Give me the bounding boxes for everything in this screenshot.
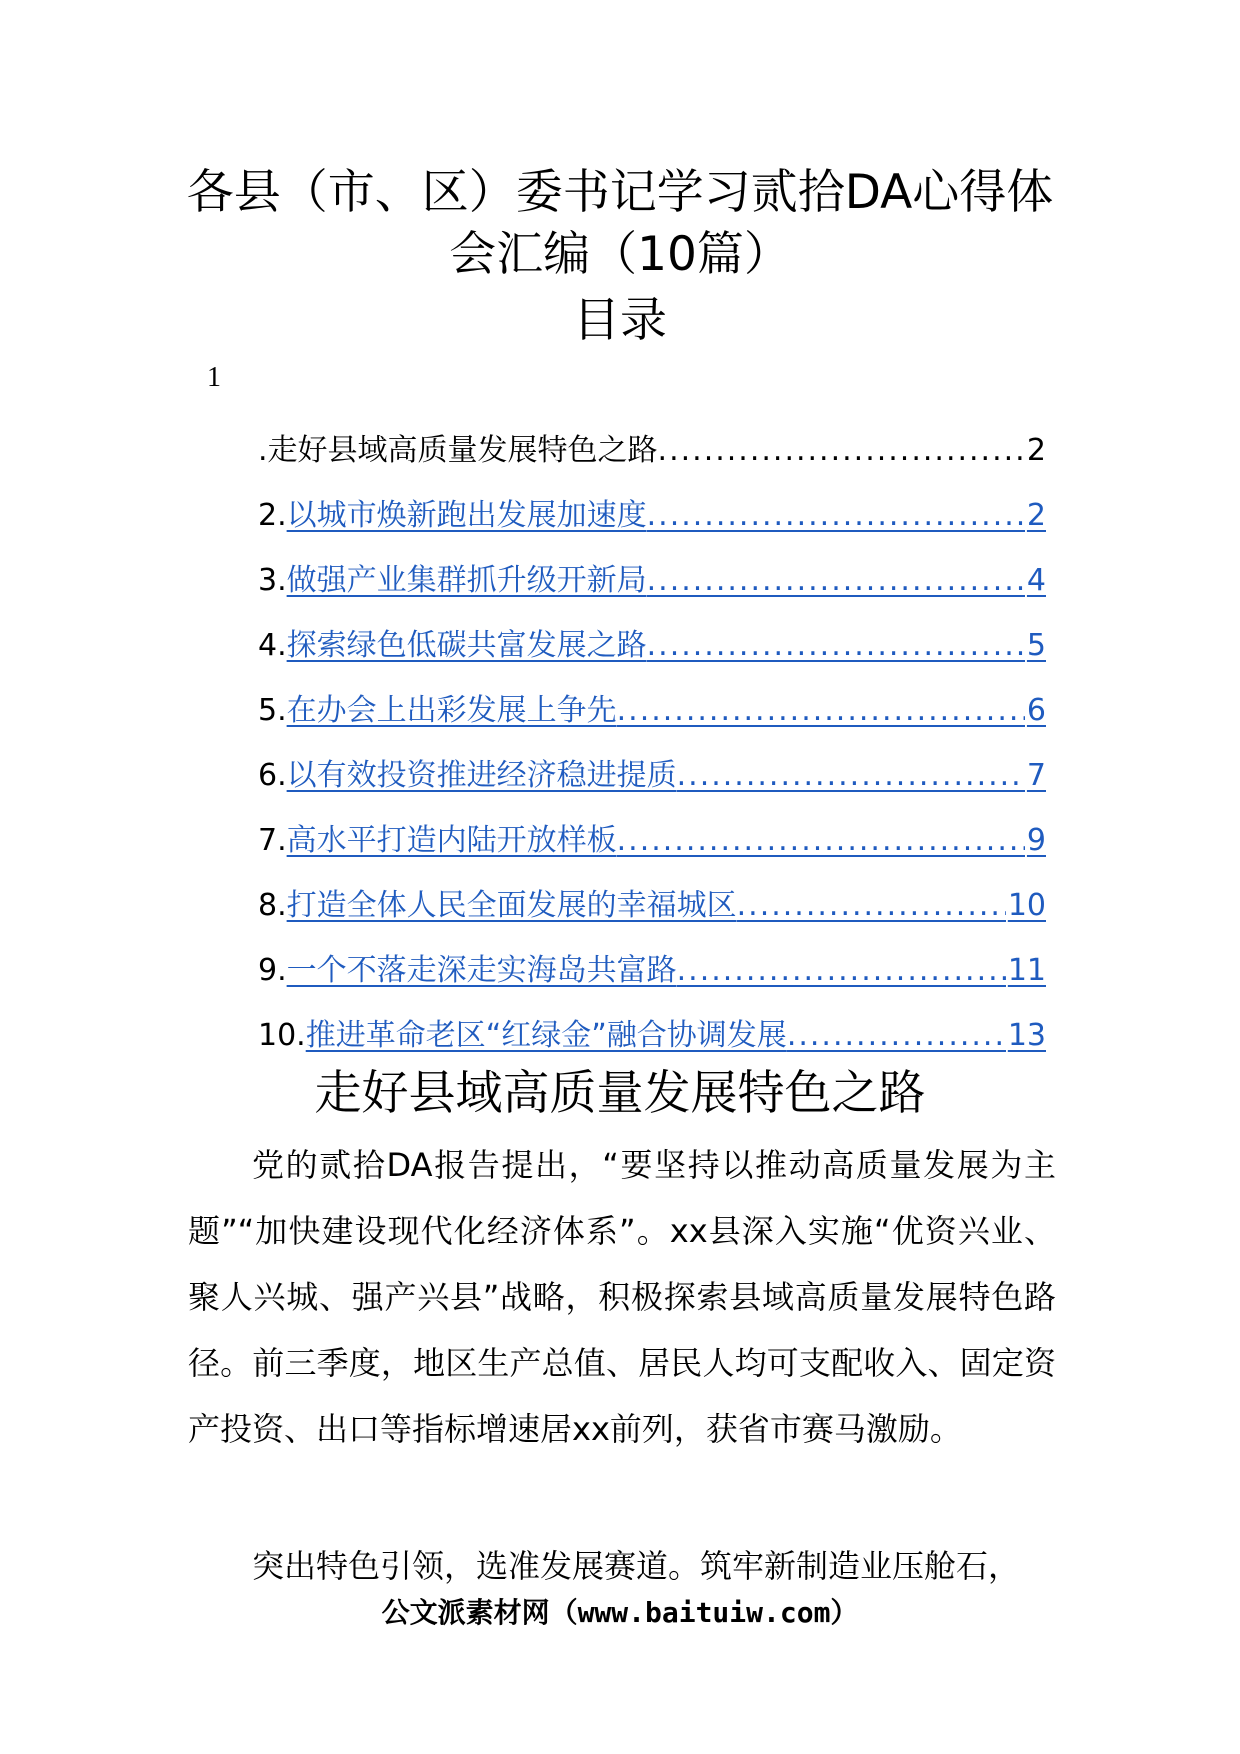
toc-page-number[interactable]: 4 xyxy=(1026,563,1046,598)
toc-link-title[interactable]: 高水平打造内陆开放样板 xyxy=(286,823,617,858)
toc-number: 8. xyxy=(258,888,287,923)
toc-page-number[interactable]: 5 xyxy=(1026,628,1046,663)
toc-entry-9[interactable] xyxy=(258,945,1046,1010)
toc-entry-2[interactable] xyxy=(258,490,1046,555)
toc-leader xyxy=(677,953,1006,988)
toc-number: 2. xyxy=(258,498,287,533)
toc-link-title[interactable]: 以城市焕新跑出发展加速度 xyxy=(286,498,647,533)
document-title-line-2: 会汇编（10篇） xyxy=(449,227,791,282)
toc-entry-4[interactable] xyxy=(258,620,1046,685)
toc-number: 10. xyxy=(258,1018,306,1053)
body-paragraph-2: 突出特色引领，选准发展赛道。筑牢新制造业压舱石， xyxy=(252,1547,1021,1585)
toc-link-title[interactable]: 做强产业集群抓升级开新局 xyxy=(286,563,647,598)
toc-page-number[interactable]: 11 xyxy=(1007,953,1046,988)
toc-leader xyxy=(617,823,1025,858)
footer-watermark: 公文派素材网（www.baituiw.com） xyxy=(381,1596,859,1629)
toc-page-number[interactable]: 13 xyxy=(1007,1018,1046,1053)
toc-number: 9. xyxy=(258,953,287,988)
toc-entry-8[interactable] xyxy=(258,880,1046,945)
toc-entry-6[interactable] xyxy=(258,750,1046,815)
section-title: 走好县域高质量发展特色之路 xyxy=(314,1066,926,1121)
toc-leader xyxy=(647,498,1025,533)
toc-number: 3. xyxy=(258,563,287,598)
toc-title: 走好县域高质量发展特色之路 xyxy=(267,433,658,468)
toc-page-number[interactable]: 7 xyxy=(1026,758,1046,793)
toc-page-number[interactable]: 10 xyxy=(1007,888,1046,923)
toc-leader xyxy=(647,563,1025,598)
table-of-contents xyxy=(258,425,1046,1075)
toc-entry-1[interactable] xyxy=(258,425,1046,490)
toc-number: 6. xyxy=(258,758,287,793)
toc-page-number[interactable]: 9 xyxy=(1026,823,1046,858)
page-marker: 1 xyxy=(207,362,221,393)
toc-link-title[interactable]: 以有效投资推进经济稳进提质 xyxy=(286,758,677,793)
toc-heading: 目录 xyxy=(573,293,667,348)
toc-link-title[interactable]: 打造全体人民全面发展的幸福城区 xyxy=(286,888,737,923)
toc-number: 5. xyxy=(258,693,287,728)
toc-page-number[interactable]: 6 xyxy=(1026,693,1046,728)
toc-number: . xyxy=(258,433,268,468)
toc-entry-7[interactable] xyxy=(258,815,1046,880)
toc-link-title[interactable]: 推进革命老区“红绿金”融合协调发展 xyxy=(305,1018,787,1053)
toc-leader xyxy=(737,888,1006,923)
toc-leader xyxy=(647,628,1025,663)
toc-page-number: 2 xyxy=(1026,433,1046,468)
toc-link-title[interactable]: 一个不落走深走实海岛共富路 xyxy=(286,953,677,988)
toc-leader xyxy=(787,1018,1006,1053)
toc-page-number[interactable]: 2 xyxy=(1026,498,1046,533)
toc-entry-5[interactable] xyxy=(258,685,1046,750)
document-title-line-1: 各县（市、区）委书记学习贰拾DA心得体 xyxy=(186,165,1054,220)
toc-link-title[interactable]: 在办会上出彩发展上争先 xyxy=(286,693,617,728)
toc-number: 7. xyxy=(258,823,287,858)
toc-leader xyxy=(617,693,1025,728)
toc-leader xyxy=(677,758,1025,793)
toc-number: 4. xyxy=(258,628,287,663)
toc-link-title[interactable]: 探索绿色低碳共富发展之路 xyxy=(286,628,647,663)
toc-entry-3[interactable] xyxy=(258,555,1046,620)
toc-leader xyxy=(658,433,1025,468)
body-paragraph-1: 党的贰拾DA报告提出，“要坚持以推动高质量发展为主题”“加快建设现代化经济体系”。xx县深入实施“优资兴业、聚人兴城、强产兴县”战略，积极探索县域高质量发展特色路径。前三季度，地区生产总值、居民人均可支配收入、固定资产投资、出口等指标增速居xx前列，获省市赛马激励。 xyxy=(188,1146,1056,1448)
